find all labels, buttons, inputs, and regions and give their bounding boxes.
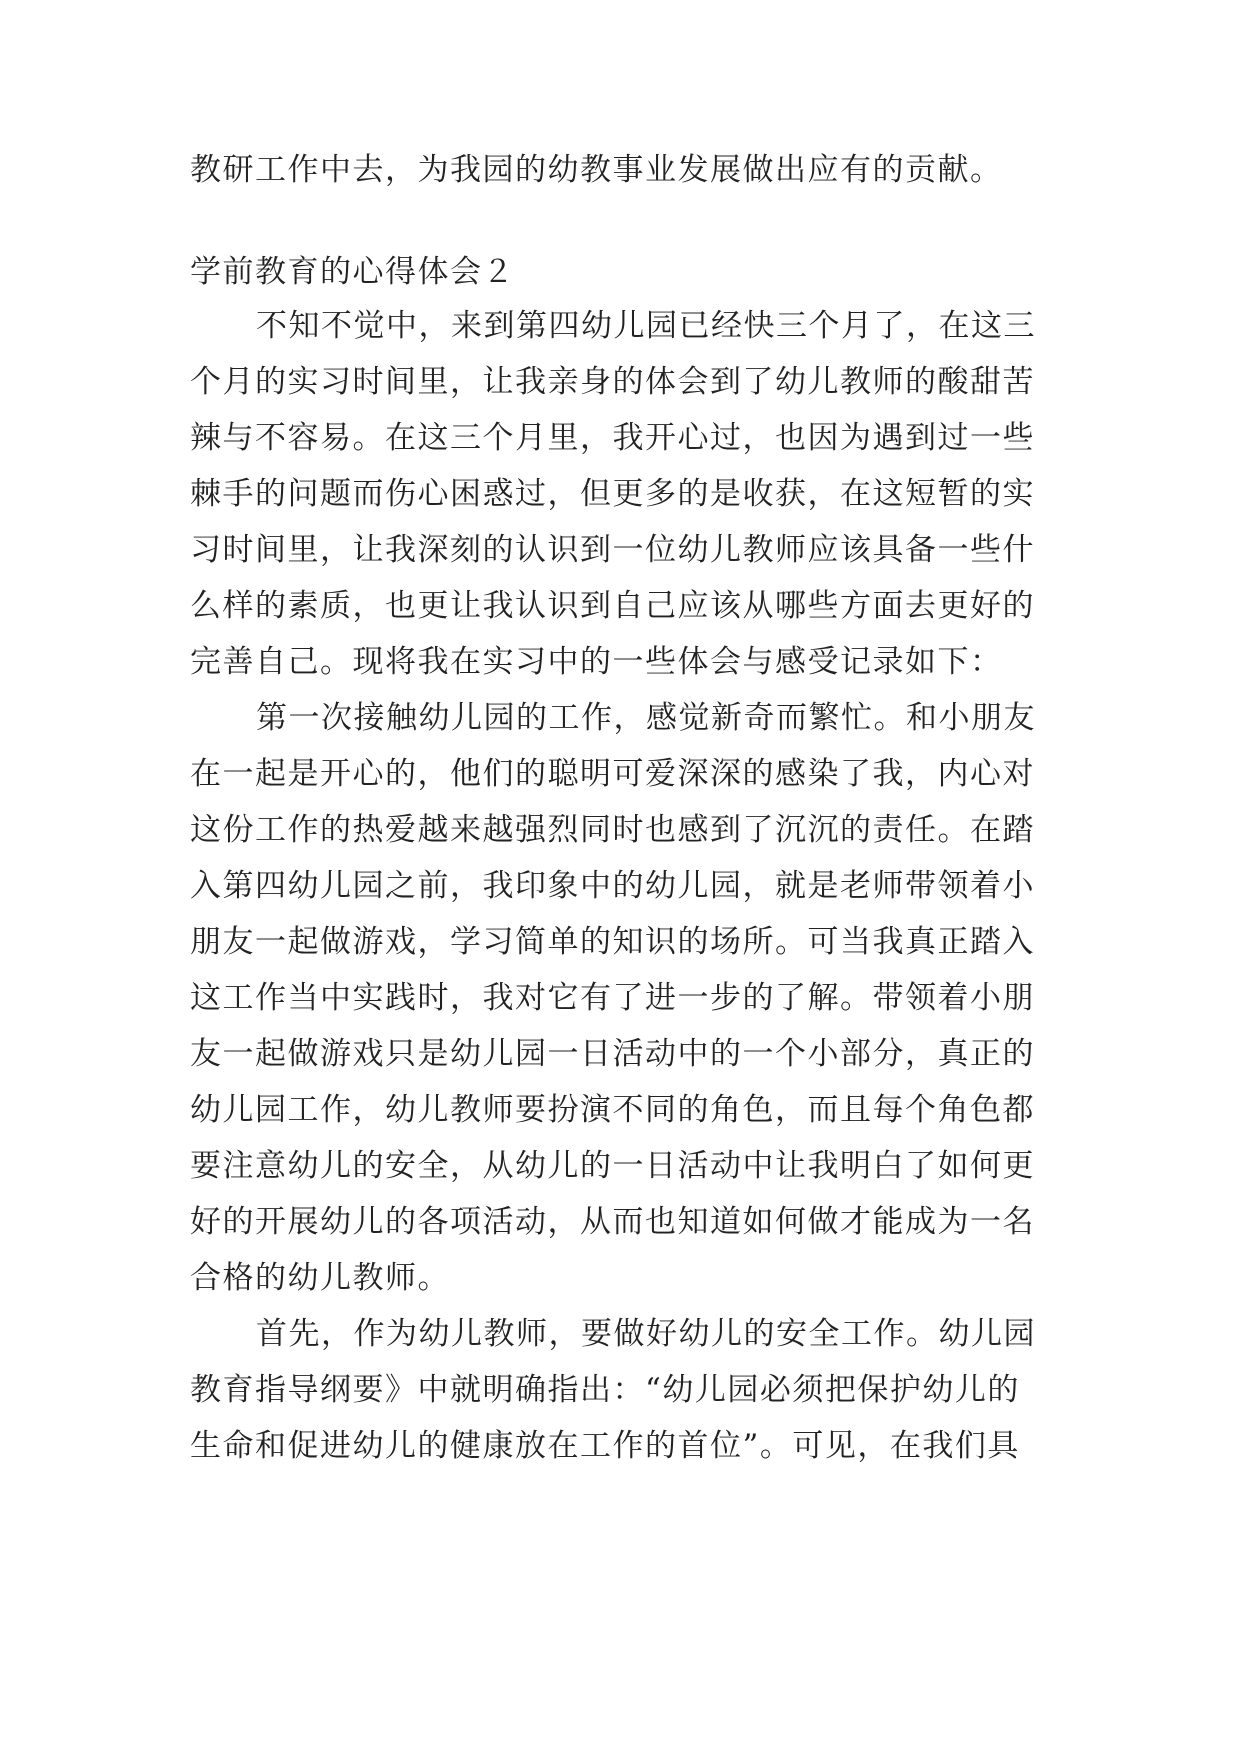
paragraph-line: 这工作当中实践时，我对它有了进一步的了解。带领着小朋 xyxy=(190,980,1035,1016)
paragraph-line: 辣与不容易。在这三个月里，我开心过，也因为遇到过一些 xyxy=(190,420,1035,456)
paragraph-line: 棘手的问题而伤心困惑过，但更多的是收获，在这短暂的实 xyxy=(190,476,1035,512)
paragraph-line: 合格的幼儿教师。 xyxy=(190,1260,450,1296)
paragraph-line: 朋友一起做游戏，学习简单的知识的场所。可当我真正踏入 xyxy=(190,924,1035,960)
paragraph-line: 么样的素质，也更让我认识到自己应该从哪些方面去更好的 xyxy=(190,588,1035,624)
paragraph-line: 不知不觉中，来到第四幼儿园已经快三个月了，在这三 xyxy=(256,308,1036,344)
section-title: 学前教育的心得体会２ xyxy=(190,254,515,290)
paragraph-line: 完善自己。现将我在实习中的一些体会与感受记录如下： xyxy=(190,644,1003,680)
paragraph-line: 要注意幼儿的安全，从幼儿的一日活动中让我明白了如何更 xyxy=(190,1148,1035,1184)
paragraph-line: 习时间里，让我深刻的认识到一位幼儿教师应该具备一些什 xyxy=(190,532,1035,568)
continuation-line: 教研工作中去，为我园的幼教事业发展做出应有的贡献。 xyxy=(190,152,1003,188)
paragraph-line: 好的开展幼儿的各项活动，从而也知道如何做才能成为一名 xyxy=(190,1204,1035,1240)
paragraph-line: 第一次接触幼儿园的工作，感觉新奇而繁忙。和小朋友 xyxy=(256,700,1036,736)
paragraph-line: 生命和促进幼儿的健康放在工作的首位”。可见，在我们具 xyxy=(190,1428,1020,1464)
paragraph-line: 入第四幼儿园之前，我印象中的幼儿园，就是老师带领着小 xyxy=(190,868,1035,904)
paragraph-line: 首先，作为幼儿教师，要做好幼儿的安全工作。幼儿园 xyxy=(256,1316,1036,1352)
paragraph-line: 个月的实习时间里，让我亲身的体会到了幼儿教师的酸甜苦 xyxy=(190,364,1035,400)
paragraph-line: 在一起是开心的，他们的聪明可爱深深的感染了我，内心对 xyxy=(190,756,1035,792)
paragraph-line: 幼儿园工作，幼儿教师要扮演不同的角色，而且每个角色都 xyxy=(190,1092,1035,1128)
paragraph-line: 教育指导纲要》中就明确指出：“幼儿园必须把保护幼儿的 xyxy=(190,1372,1020,1408)
paragraph-line: 这份工作的热爱越来越强烈同时也感到了沉沉的责任。在踏 xyxy=(190,812,1035,848)
paragraph-line: 友一起做游戏只是幼儿园一日活动中的一个小部分，真正的 xyxy=(190,1036,1035,1072)
